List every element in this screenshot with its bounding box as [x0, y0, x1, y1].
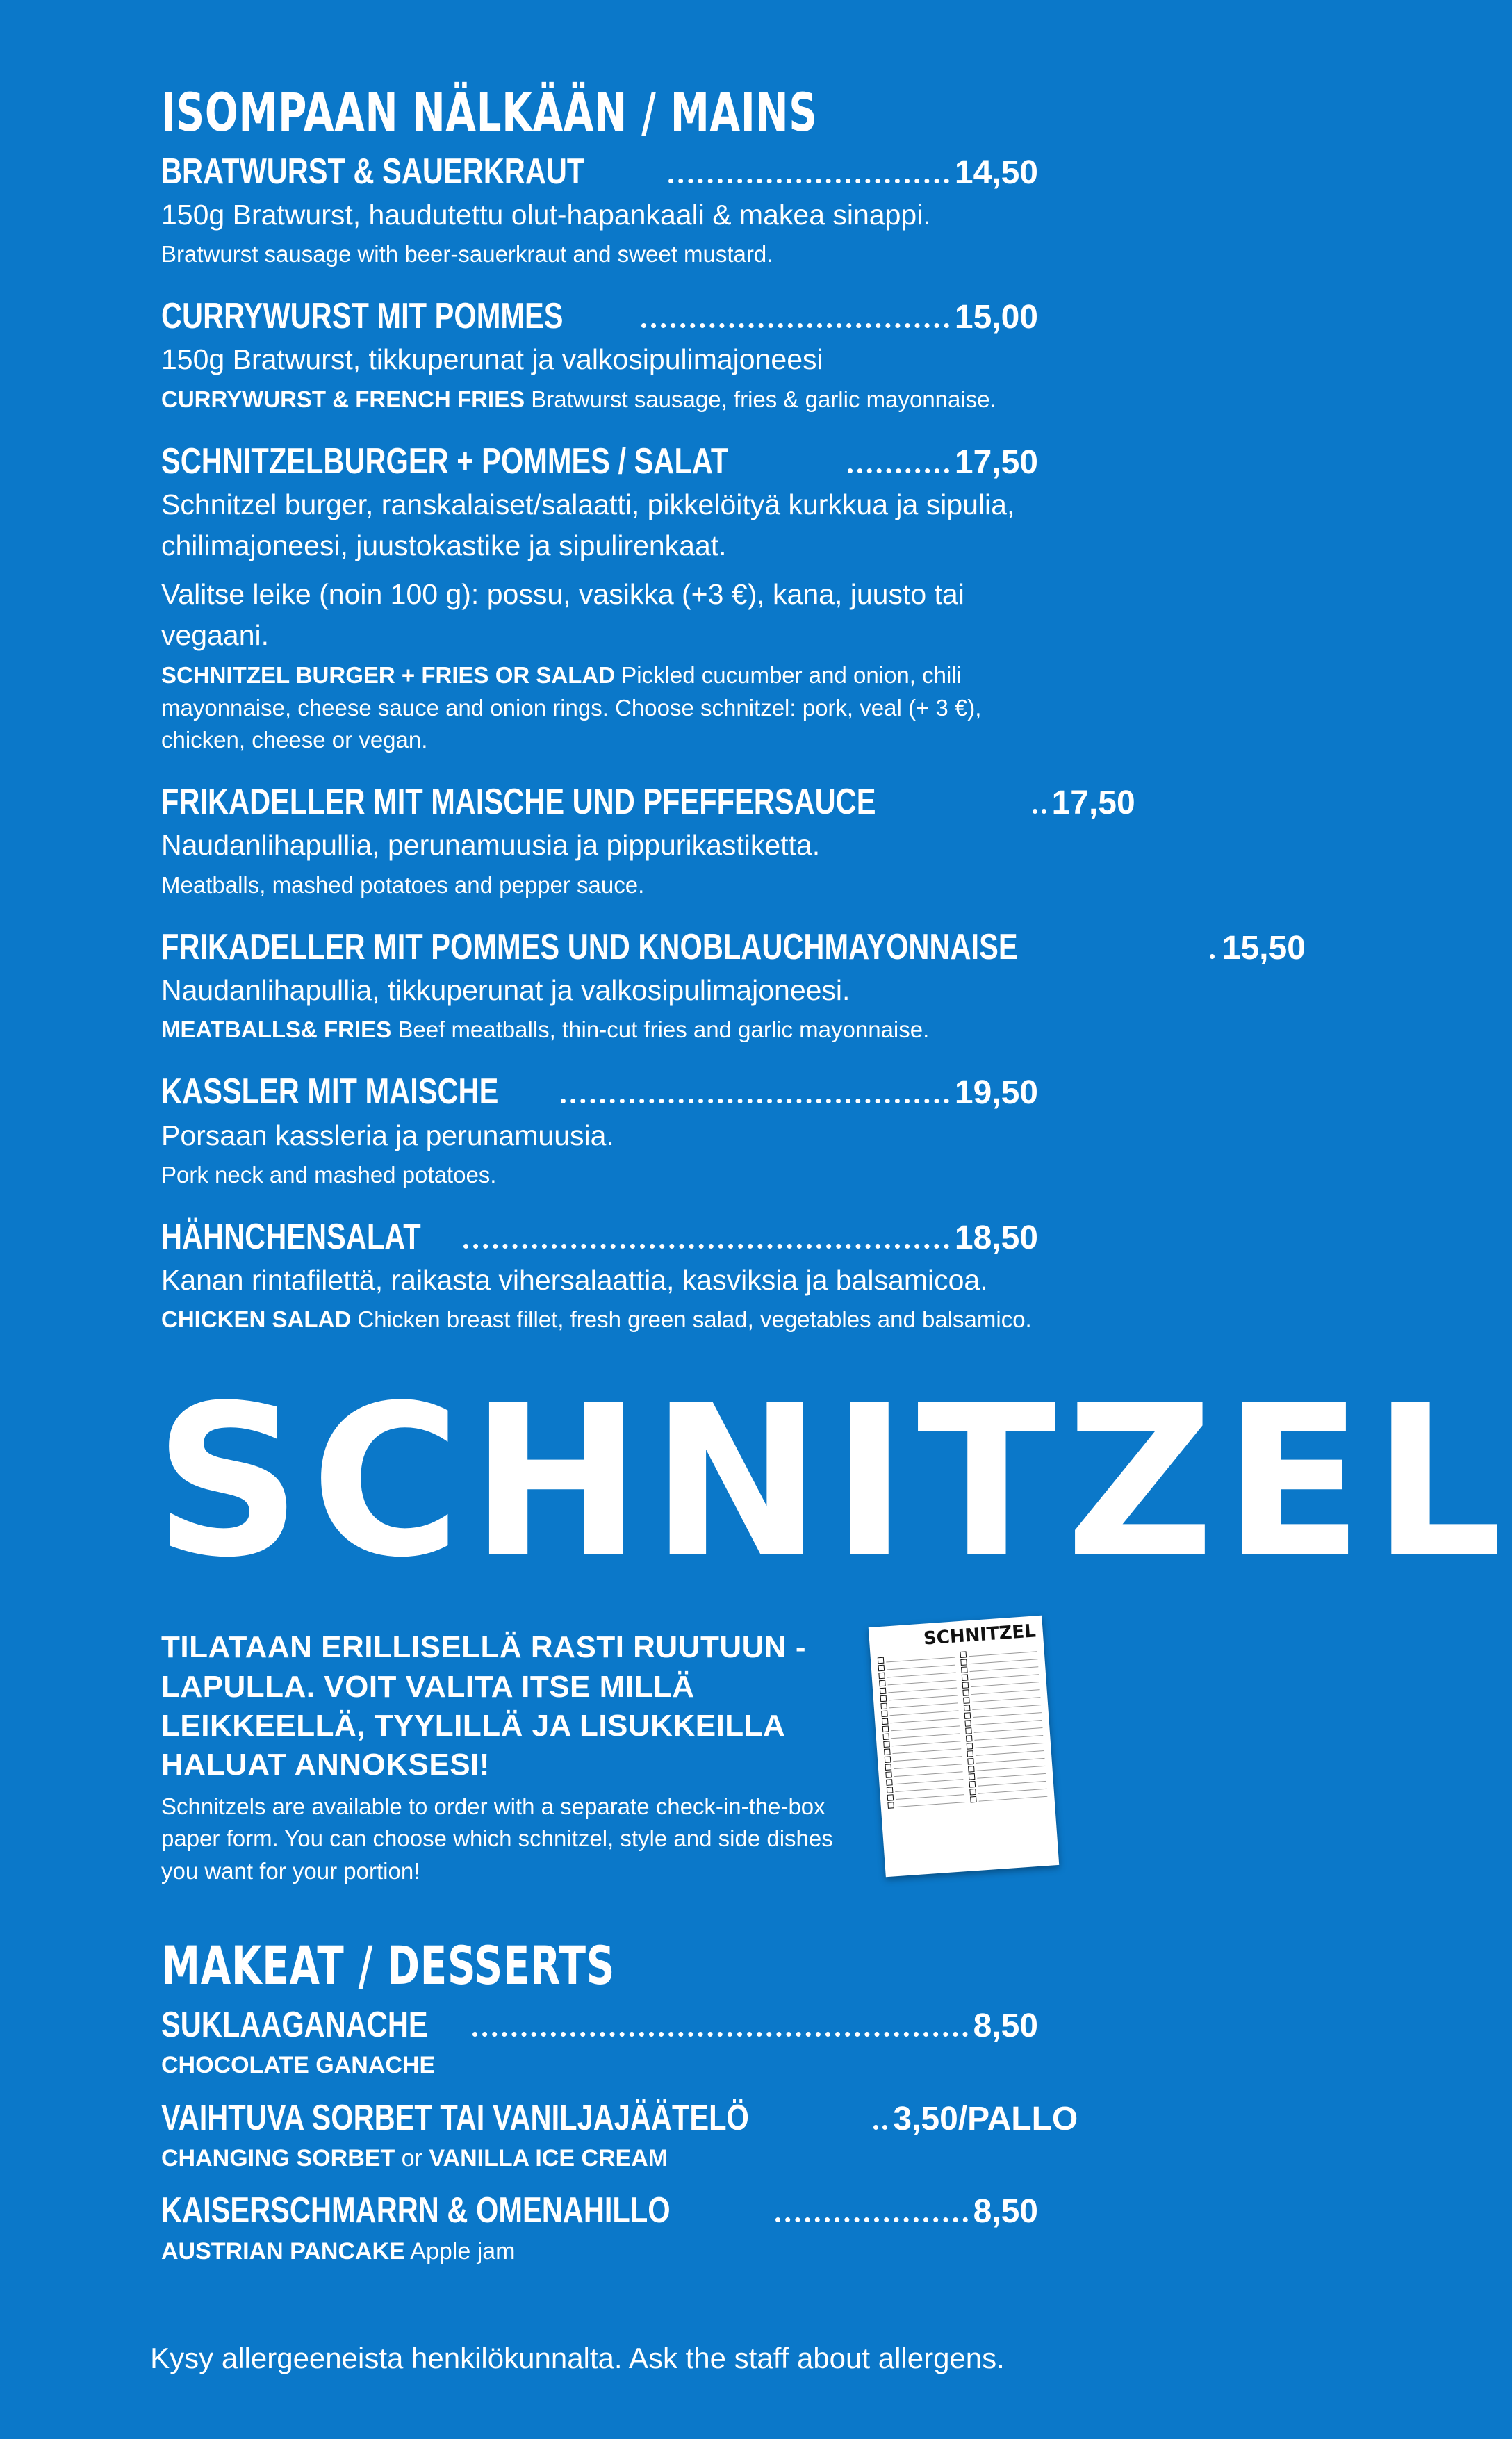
item-price: 17,50 [954, 443, 1038, 481]
menu-item-frikadeller-pommes [161, 926, 1306, 1047]
menu-item-currywurst [161, 296, 1038, 416]
item-name: KASSLER MIT MAISCHE [161, 1071, 499, 1112]
schnitzel-info-en: Schnitzels are available to order with a separate check-in-the-box paper form. You can choose which schnitzel, style and side dishes you want for your portion! [161, 1793, 833, 1884]
item-description-en: Meatballs, mashed potatoes and pepper sauce. [161, 871, 645, 898]
item-description-en [161, 1014, 1038, 1046]
item-description-en [161, 659, 1038, 757]
item-price: 19,50 [954, 1074, 1038, 1112]
item-description-fi: Schnitzel burger, ranskalaiset/salaatti, pikkelöityä kurkkua ja sipulia, chilimajoneesi, juustokastike ja sipulirenkaat. [161, 488, 1015, 562]
dot-leader [463, 1244, 949, 1249]
item-description-fi: Naudanlihapullia, tikkuperunat ja valkosipulimajoneesi. [161, 974, 850, 1006]
item-price: 8,50 [973, 2193, 1038, 2231]
dot-leader [668, 179, 949, 183]
item-description-fi: Kanan rintafilettä, raikasta vihersalaattia, kasviksia ja balsamicoa. [161, 1264, 988, 1297]
item-price: 3,50/PALLO [893, 2100, 1078, 2137]
item-name: FRIKADELLER MIT MAISCHE UND PFEFFERSAUCE [161, 782, 876, 823]
item-name: BRATWURST & SAUERKRAUT [161, 151, 585, 192]
item-description-en: Bratwurst sausage with beer-sauerkraut and sweet mustard. [161, 241, 773, 268]
item-description-fi: Naudanlihapullia, perunamuusia ja pippurikastiketta. [161, 829, 821, 862]
item-price: 18,50 [954, 1219, 1038, 1256]
menu-item-bratwurst [161, 151, 1038, 272]
item-name-en: SCHNITZEL BURGER + FRIES OR SALAD [161, 662, 616, 688]
menu-item-kaiserschmarrn [161, 2190, 1038, 2268]
dot-leader [775, 2217, 968, 2222]
item-description-en [161, 1304, 1038, 1336]
item-text-or: or [395, 2144, 429, 2171]
mains-heading: ISOMPAAN NÄLKÄÄN / MAINS [161, 81, 818, 143]
allergen-note: Kysy allergeeneista henkilökunnalta. Ask the staff about allergens. [150, 2342, 1005, 2374]
item-text-b: VANILLA ICE CREAM [429, 2144, 668, 2171]
item-description-fi: 150g Bratwurst, tikkuperunat ja valkosipulimajoneesi [161, 343, 823, 376]
item-text-en: Pickled cucumber and onion, chili mayonnaise, cheese sauce and onion rings. Choose schnitzel: pork, veal (+ 3 €), chicken, cheese or vegan. [161, 662, 982, 753]
dot-leader [1033, 809, 1046, 814]
desserts-heading: MAKEAT / DESSERTS [161, 1935, 615, 1997]
item-description-en [161, 384, 1038, 416]
item-description-en [161, 2235, 1038, 2269]
item-price: 15,50 [1222, 929, 1306, 967]
item-name: SCHNITZELBURGER + POMMES / SALAT [161, 441, 729, 482]
item-text-en: Chicken breast fillet, fresh green salad, vegetables and balsamico. [351, 1306, 1032, 1333]
menu-item-sorbet [161, 2097, 1078, 2176]
item-description-fi: Porsaan kassleria ja perunamuusia. [161, 1119, 614, 1151]
item-price: 8,50 [973, 2007, 1038, 2044]
form-column-right [960, 1645, 1047, 1805]
menu-item-suklaaganache [161, 2005, 1038, 2083]
item-name: SUKLAAGANACHE [161, 2004, 428, 2045]
item-name-en: CHICKEN SALAD [161, 1306, 352, 1333]
desserts-section [161, 1935, 1078, 2268]
dot-leader [848, 468, 949, 473]
item-description-en: Pork neck and mashed potatoes. [161, 1161, 497, 1188]
item-price: 14,50 [954, 154, 1038, 191]
item-text-en: Bratwurst sausage, fries & garlic mayonnaise. [531, 386, 996, 412]
item-name: KAISERSCHMARRN & OMENAHILLO [161, 2190, 671, 2231]
item-name-en: AUSTRIAN PANCAKE [161, 2237, 405, 2265]
dot-leader [641, 323, 949, 328]
item-choice-fi: Valitse leike (noin 100 g): possu, vasikka (+3 €), kana, juusto tai vegaani. [161, 577, 964, 652]
item-price: 15,00 [954, 299, 1038, 336]
item-name: VAIHTUVA SORBET TAI VANILJAJÄÄTELÖ [161, 2097, 749, 2138]
schnitzel-info-fi: TILATAAN ERILLISELLÄ RASTI RUUTUUN -LAPULLA. VOIT VALITA ITSE MILLÄ LEIKKEELLÄ, TYYLILLÄ JA LISUKKEILLA HALUAT ANNOKSESI! [161, 1630, 807, 1782]
schnitzel-section [161, 1620, 1038, 1888]
dot-leader [1210, 954, 1217, 959]
menu-page [154, 81, 1512, 2283]
dot-leader [873, 2125, 887, 2130]
menu-item-frikadeller-pfeffersauce [161, 782, 1135, 902]
item-text-en: Apple jam [404, 2237, 516, 2265]
item-name-en: CURRYWURST & FRENCH FRIES [161, 386, 525, 412]
form-column-left [878, 1651, 965, 1810]
item-description-fi: 150g Bratwurst, haudutettu olut-hapankaali & makea sinappi. [161, 198, 931, 231]
item-name-en: MEATBALLS& FRIES [161, 1017, 392, 1043]
item-text-a: CHANGING SORBET [161, 2144, 395, 2171]
item-price: 17,50 [1051, 785, 1135, 822]
menu-item-haehnchensalat [161, 1217, 1038, 1337]
dot-leader [561, 1099, 949, 1103]
schnitzel-title: SCHNITZEL [154, 1361, 1512, 1604]
item-description-en: CHOCOLATE GANACHE [161, 2052, 436, 2078]
menu-item-schnitzelburger [161, 441, 1038, 757]
item-text-en: Beef meatballs, thin-cut fries and garlic mayonnaise. [397, 1017, 930, 1043]
dot-leader [472, 2032, 968, 2037]
form-title: SCHNITZEL [923, 1620, 1037, 1650]
item-name: CURRYWURST MIT POMMES [161, 296, 564, 337]
menu-item-kassler [161, 1071, 1038, 1192]
item-name: FRIKADELLER MIT POMMES UND KNOBLAUCHMAYONNAISE [161, 926, 1018, 967]
item-description-en [161, 2142, 1038, 2176]
schnitzel-order-form-image [869, 1616, 1060, 1878]
item-name: HÄHNCHENSALAT [161, 1216, 421, 1257]
